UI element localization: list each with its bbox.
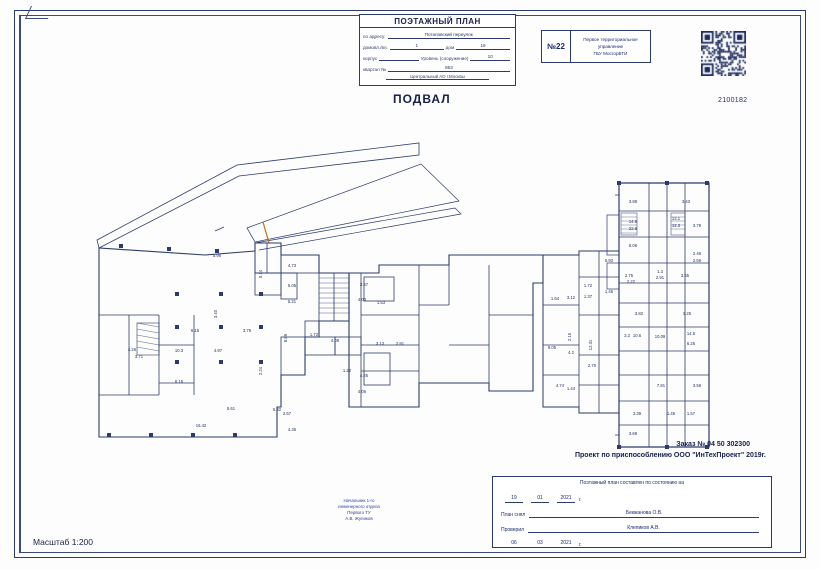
signature-block-title: Поэтажный план составлен по состоянию на [579,480,685,486]
svg-text:4.97: 4.97 [213,348,223,353]
date-suffix-2: г. [579,542,582,548]
svg-text:4.74: 4.74 [555,383,565,388]
svg-text:1.53: 1.53 [376,300,386,305]
svg-text:3.25: 3.25 [682,311,692,316]
svg-text:3.13: 3.13 [375,341,385,346]
svg-text:3.40: 3.40 [213,309,218,319]
date-day-1: 19 [505,494,523,503]
svg-text:7.81: 7.81 [656,383,666,388]
svg-text:1.46: 1.46 [604,289,614,294]
svg-text:1.64: 1.64 [550,296,560,301]
sig-line-4: А.В. Жуликов [345,516,373,521]
title-block [359,14,516,86]
svg-text:1.44: 1.44 [566,386,576,391]
stamp-line-1: Первое территориальное [583,37,638,42]
department-head-signature [320,498,398,522]
document-number: 2100182 [718,97,748,104]
stamp-line-2: управление [597,44,624,49]
svg-text:4.25: 4.25 [359,373,369,378]
svg-text:1.37: 1.37 [583,294,593,299]
qr-code [701,31,746,76]
svg-text:3.68: 3.68 [628,431,638,436]
svg-text:13.1: 13.1 [671,216,681,221]
date-year-1: 2021 [557,494,575,503]
svg-text:10.3: 10.3 [174,348,184,353]
level-value: 10 [470,53,510,61]
svg-text:1.57: 1.57 [686,411,696,416]
svg-text:14.5: 14.5 [686,331,696,336]
date-day-2: 06 [505,539,523,548]
department-stamp [541,30,651,63]
svg-text:4.36: 4.36 [287,427,297,432]
signature-drafter-row [493,503,771,518]
quarter-value: 853 [388,64,510,72]
svg-text:3.56: 3.56 [692,383,702,388]
svg-text:3.39: 3.39 [632,411,642,416]
svg-text:3.71: 3.71 [134,354,144,359]
corpus-value [379,60,419,61]
house-label: дом [445,45,455,50]
svg-text:6.15: 6.15 [190,328,200,333]
svg-text:22.8: 22.8 [628,226,638,231]
sig-line-3: Первого ТУ [347,510,371,515]
svg-text:3.88: 3.88 [628,199,638,204]
svg-text:5.92: 5.92 [272,407,282,412]
corpus-label: корпус [363,56,378,61]
svg-text:4.03: 4.03 [357,297,367,302]
svg-text:3.43: 3.43 [681,199,691,204]
svg-text:4.26: 4.26 [127,347,137,352]
svg-text:1.72: 1.72 [309,332,319,337]
svg-text:5.61: 5.61 [226,406,236,411]
svg-text:3.82: 3.82 [634,311,644,316]
svg-text:5.05: 5.05 [287,283,297,288]
svg-text:1.72: 1.72 [583,283,593,288]
svg-text:1.3: 1.3 [657,269,663,274]
date-year-2: 2021 [557,539,575,548]
svg-text:1.22: 1.22 [342,368,352,373]
svg-text:2.24: 2.24 [258,366,263,376]
district-value: Центральный АО г.Москвы [386,74,489,80]
svg-text:3.12: 3.12 [566,295,576,300]
signature-checker-row [493,518,771,533]
svg-text:9.05: 9.05 [547,345,557,350]
drafter-name: Бекжанова О.В. [529,509,759,518]
title-block-header: ПОЭТАЖНЫЙ ПЛАН [360,15,515,28]
ownership-value: 1 [390,42,444,50]
svg-text:4.2: 4.2 [568,350,574,355]
sig-line-1: Начальник 1-го [343,498,375,503]
svg-text:2.46: 2.46 [692,251,702,256]
svg-text:12.3: 12.3 [671,223,681,228]
sig-line-2: инженерного отдела [338,504,380,509]
svg-text:2.70: 2.70 [587,363,597,368]
svg-text:5.96: 5.96 [212,253,222,258]
svg-text:2.22: 2.22 [626,279,636,284]
scale-label: Масштаб 1:200 [33,537,93,547]
ownership-label: домовл./вл. [363,45,388,50]
svg-text:3.2: 3.2 [624,333,630,338]
date-month-1: 01 [531,494,549,503]
svg-text:14.9: 14.9 [628,219,638,224]
svg-text:5.21: 5.21 [287,299,297,304]
title-block-row-building [360,50,515,61]
floor-label: ПОДВАЛ [393,92,451,106]
order-number: Заказ № 04 50 302300 [676,441,750,448]
svg-text:5.14: 5.14 [258,269,263,279]
stamp-text [571,36,650,57]
stamp-number: №22 [542,31,571,62]
svg-text:3.79: 3.79 [692,223,702,228]
svg-text:4.09: 4.09 [330,338,340,343]
house-value: 19 [456,42,510,50]
svg-text:10.6: 10.6 [632,333,642,338]
svg-text:2.57: 2.57 [282,411,292,416]
svg-text:6.06: 6.06 [628,243,638,248]
signature-date-row-1 [493,488,771,503]
stamp-line-3: ГБУ МосгорБТИ [593,51,628,56]
checker-label: Проверил [501,527,525,533]
svg-text:2.91: 2.91 [395,341,405,346]
date-suffix-1: г. [579,497,582,503]
svg-text:8.89: 8.89 [283,333,288,343]
svg-text:2.75: 2.75 [624,273,634,278]
level-label: Уровень (сооружение) [420,56,469,61]
svg-text:3.55: 3.55 [680,273,690,278]
date-month-2: 03 [531,539,549,548]
title-block-row-quarter [360,61,515,72]
svg-text:12.31: 12.31 [588,339,593,351]
svg-text:2.15: 2.15 [567,332,572,342]
checker-name: Клепиков А.В. [528,524,759,533]
svg-text:4.73: 4.73 [287,263,297,268]
plan-signature-block [492,476,772,548]
drafter-label: План снял [501,512,526,518]
address-value: Потаповский переулок [388,31,510,39]
title-block-row-address [360,28,515,39]
svg-text:2.91: 2.91 [655,275,665,280]
quarter-label: квартал № [363,67,386,72]
svg-text:1.45: 1.45 [666,411,676,416]
address-label: по адресу: [363,34,386,39]
svg-text:3.67: 3.67 [359,282,369,287]
title-block-row-house [360,39,515,50]
svg-text:6.25: 6.25 [686,341,696,346]
svg-text:6.15: 6.15 [174,379,184,384]
project-info: Проект по приспособлению ООО "ИнТехПроект" 2019г. [575,452,766,459]
svg-text:10.09: 10.09 [654,334,666,339]
svg-text:3.79: 3.79 [242,328,252,333]
svg-text:5.93: 5.93 [604,258,614,263]
svg-text:4.06: 4.06 [357,389,367,394]
svg-text:16.42: 16.42 [195,423,207,428]
signature-date-row-2 [493,533,771,548]
svg-text:2.56: 2.56 [692,258,702,263]
